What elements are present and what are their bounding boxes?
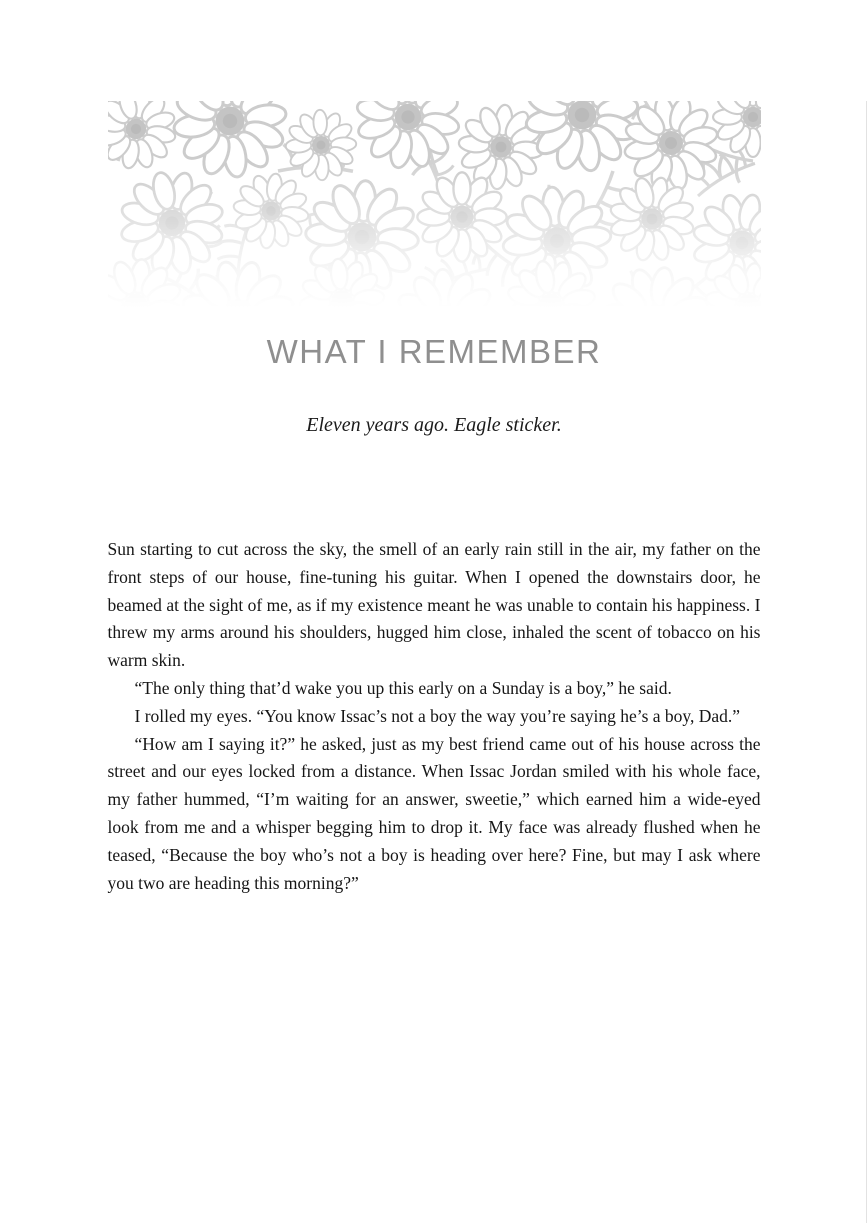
chapter-subtitle: Eleven years ago. Eagle sticker. — [306, 414, 562, 436]
floral-daisy-pattern-image — [108, 101, 761, 308]
paragraph: I rolled my eyes. “You know Issac’s not a boy the way you’re saying he’s a boy, Dad.” — [134, 705, 741, 726]
page-right-edge-line — [866, 101, 867, 1223]
chapter-title: WHAT I REMEMBER — [266, 333, 602, 370]
paragraph: “The only thing that’d wake you up this early on a Sunday is a boy,” he said. — [134, 677, 672, 698]
floral-header — [108, 101, 761, 308]
paragraph: Sun starting to cut across the sky, the smell of an early rain still in the air, my father on the front steps of our house, fine-tuning his guitar. When I opened the downstairs door, he beamed at the sight of me, as if my existence meant he was unable to contain his happiness. I threw my arms around his shoulders, hugged him close, inhaled the scent of tobacco on his warm skin. — [107, 539, 761, 671]
paragraph: “How am I saying it?” he asked, just as my best friend came out of his house across the street and our eyes locked from a distance. When Issac Jordan smiled with his whole face, my father hummed, “I’m waiting for an answer, sweetie,” which earned him a wide-eyed look from me and a whisper begging him to drop it. My face was already flushed when he teased, “Because the boy who’s not a boy is heading over here? Fine, but may I ask where you two are heading this morning?” — [107, 733, 761, 893]
body-paragraphs — [108, 536, 761, 897]
book-page — [0, 101, 868, 1223]
